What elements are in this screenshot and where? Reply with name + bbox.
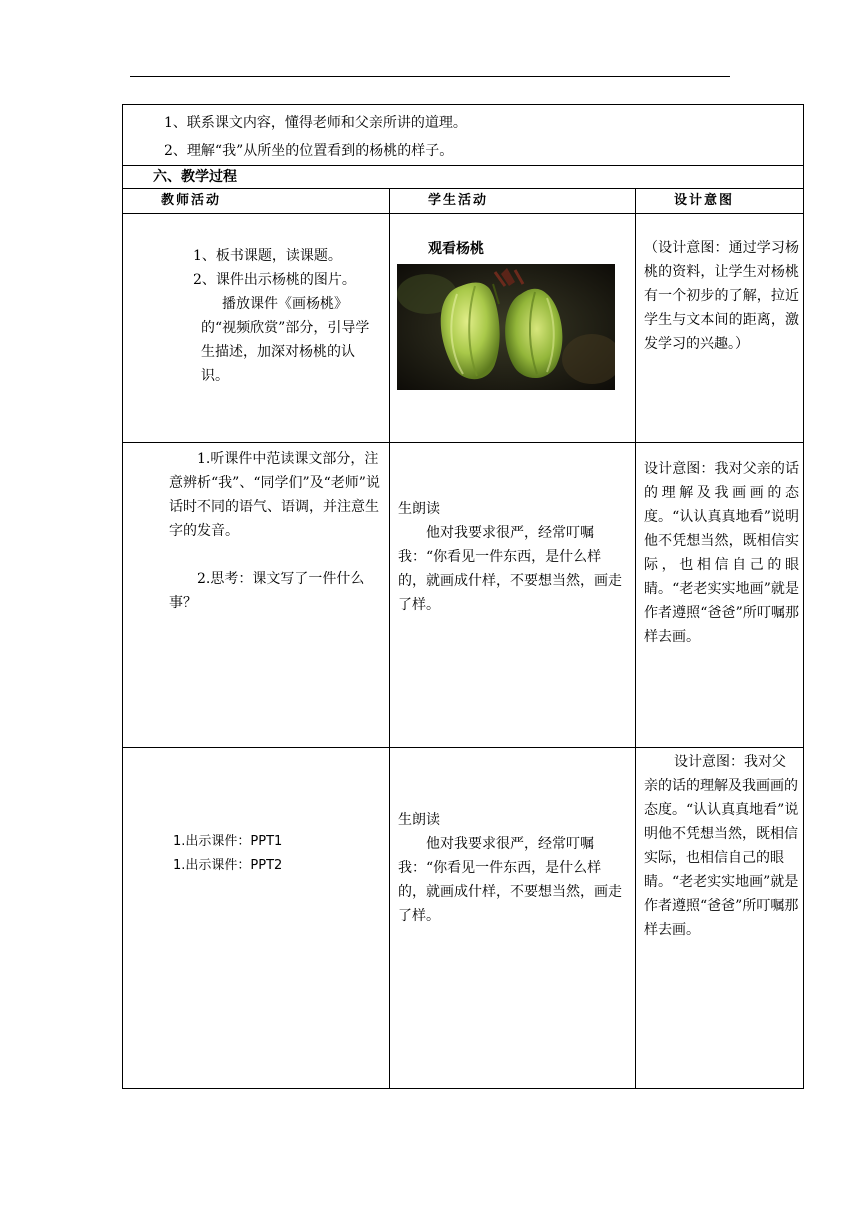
student-activity-cell <box>390 214 636 443</box>
goal-item: 2、理解“我”从所坐的位置看到的杨桃的样子。 <box>164 143 454 159</box>
design-intent-cell: 设计意图：我对父亲的话的理解及我画画的态度。“认认真真地看”说明他不凭想当然，既相信实际，也相信自己的眼睛。“老老实实地画”就是作者遵照“爸爸”所叮嘱那样去画。 <box>636 443 804 748</box>
column-header-teacher: 教师活动 <box>123 189 390 214</box>
starfruit-image <box>397 264 615 390</box>
teacher-step: 1.听课件中范读课文部分，注意辨析“我”、“同学们”及“老师”说话时不同的语气、语调，并注意生字的发音。 <box>169 451 380 539</box>
column-header-intent: 设计意图 <box>636 189 804 214</box>
lesson-plan-table <box>122 104 804 1089</box>
teacher-step: 1、板书课题，读课题。 <box>193 248 342 264</box>
student-read-text: 他对我要求很严，经常叮嘱我：“你看见一件东西，是什么样的，就画成什样，不要想当然，画走了样。 <box>398 836 622 924</box>
teacher-step: 1.出示课件：PPT1 <box>173 834 283 849</box>
teacher-activity-cell <box>123 214 390 443</box>
process-row <box>123 214 804 443</box>
student-read-label: 生朗读 <box>398 501 440 517</box>
column-header-student: 学生活动 <box>390 189 636 214</box>
student-read-label: 生朗读 <box>398 812 440 828</box>
process-row <box>123 443 804 748</box>
section-title: 六、教学过程 <box>123 166 804 189</box>
student-activity-cell <box>390 443 636 748</box>
teacher-activity-cell <box>123 443 390 748</box>
teacher-step: 1.出示课件：PPT2 <box>173 858 283 873</box>
teacher-activity-cell <box>123 748 390 1089</box>
goals-row <box>123 105 804 166</box>
goal-item: 1、联系课文内容，懂得老师和父亲所讲的道理。 <box>164 115 467 131</box>
design-intent-cell: （设计意图：通过学习杨桃的资料，让学生对杨桃有一个初步的了解，拉近学生与文本间的距离，激发学习的兴趣。） <box>636 214 804 443</box>
column-header-row <box>123 189 804 214</box>
header-rule <box>130 76 730 77</box>
student-read-text: 他对我要求很严，经常叮嘱我：“你看见一件东西，是什么样的，就画成什样，不要想当然，画走了样。 <box>398 525 622 613</box>
section-title-row <box>123 166 804 189</box>
student-activity-cell <box>390 748 636 1089</box>
design-intent-text: 设计意图：我对父亲的话的理解及我画画的态度。“认认真真地看”说明他不凭想当然，既相信实际，也相信自己的眼睛。“老老实实地画”就是作者遵照“爸爸”所叮嘱那样去画。 <box>644 754 799 938</box>
teacher-step: 2、课件出示杨桃的图片。 <box>193 272 356 288</box>
teacher-step: 播放课件《画杨桃》的“视频欣赏”部分，引导学生描述，加深对杨桃的认识。 <box>201 296 370 384</box>
student-activity-title: 观看杨桃 <box>428 241 484 257</box>
process-row <box>123 748 804 1089</box>
goals-cell <box>123 105 804 166</box>
design-intent-cell <box>636 748 804 1089</box>
teacher-step: 2.思考：课文写了一件什么事？ <box>169 571 365 611</box>
